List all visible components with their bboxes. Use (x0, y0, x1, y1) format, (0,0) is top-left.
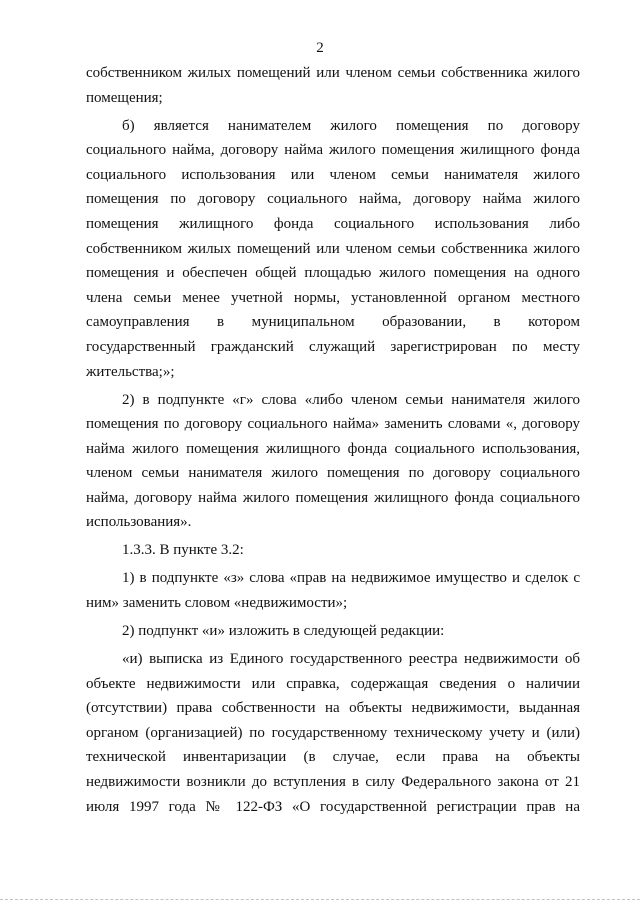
text-line: членом семьи нанимателя жилого помещения по договору социального (86, 465, 580, 482)
text-line: помещения; (86, 89, 163, 106)
text-line: 2) подпункт «и» изложить в следующей редакции: (122, 623, 445, 640)
text-line: июля 1997 года № 122-ФЗ «О государственной регистрации прав на (86, 798, 580, 815)
text-line: помещения по договору социального найма, договору найма жилого (86, 191, 580, 208)
text-line: технической инвентаризации (в случае, если права на объекты (86, 749, 580, 766)
text-line: «и) выписка из Единого государственного реестра недвижимости об (122, 651, 580, 667)
text-line: (отсутствии) права собственности на объекты недвижимости, выданная (86, 700, 580, 717)
text-line: использования». (86, 514, 192, 531)
text-line: самоуправления в муниципальном образовании, в котором (86, 314, 580, 331)
text-line: помещения жилищного фонда социального использования либо (86, 215, 580, 232)
text-line: ним» заменить словом «недвижимости»; (86, 595, 348, 612)
text-line: 2) в подпункте «г» слова «либо членом семьи нанимателя жилого (122, 391, 580, 408)
text-line: члена семьи менее учетной нормы, установленной органом местного (86, 289, 580, 306)
text-line: помещения и обеспечен общей площадью жилого помещения на одного (86, 265, 580, 282)
text-line: социального найма, договору найма жилого помещения жилищного фонда (86, 142, 580, 159)
page-number: 2 (316, 40, 324, 56)
text-line: государственный гражданский служащий зарегистрирован по месту (86, 338, 580, 355)
text-line: собственником жилых помещений или членом семьи собственника жилого (86, 240, 580, 257)
text-line: 1.3.3. В пункте 3.2: (122, 542, 244, 559)
text-line: найма жилого помещения жилищного фонда социального использования, (86, 440, 580, 457)
document-body (86, 61, 580, 819)
text-line: объекте недвижимости или справка, содержащая сведения о наличии (86, 675, 580, 692)
text-line: собственником жилых помещений или членом семьи собственника жилого (86, 65, 580, 81)
scan-edge-line (0, 899, 640, 902)
text-line: жительства;»; (86, 363, 175, 380)
text-line: органом (организацией) по государственному техническому учету и (или) (86, 724, 580, 741)
text-line: социального использования или членом семьи нанимателя жилого (86, 166, 580, 183)
text-line: найма, договору найма жилого помещения жилищного фонда социального (86, 489, 580, 506)
text-line: помещения по договору социального найма» заменить словами «, договору (86, 416, 580, 433)
text-line: б) является нанимателем жилого помещения по договору (122, 117, 580, 134)
text-line: недвижимости возникли до вступления в силу Федерального закона от 21 (86, 773, 580, 790)
text-line: 1) в подпункте «з» слова «прав на недвижимое имущество и сделок с (122, 570, 580, 587)
